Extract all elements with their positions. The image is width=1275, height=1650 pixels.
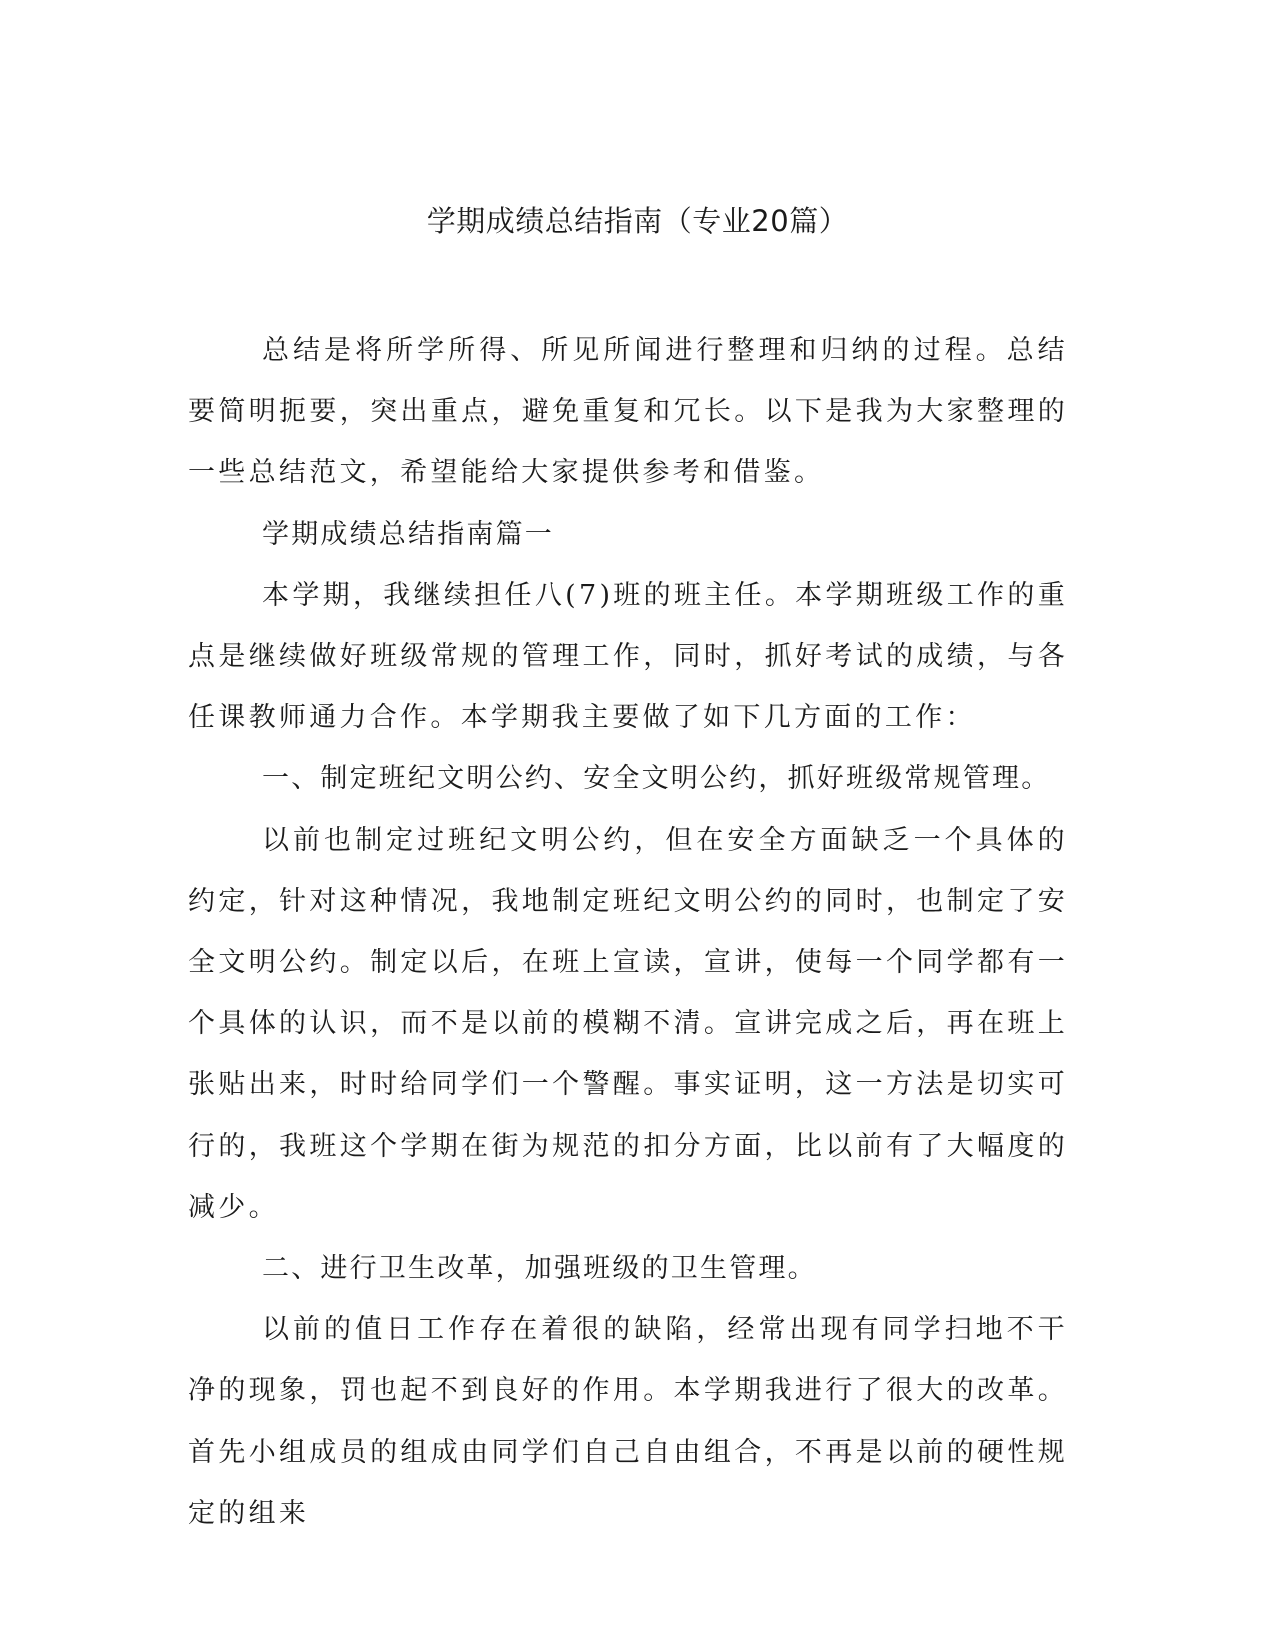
section-heading: 学期成绩总结指南篇一 xyxy=(262,518,554,550)
body-paragraph: 以前的值日工作存在着很的缺陷，经常出现有同学扫地不干净的现象，罚也起不到良好的作用。本学期我进行了很大的改革。首先小组成员的组成由同学们自己自由组合，不再是以前的硬性规定的组来 xyxy=(188,1314,1068,1529)
subsection-heading: 一、制定班纪文明公约、安全文明公约，抓好班级常规管理。 xyxy=(262,763,1051,795)
document-title: 学期成绩总结指南（专业20篇） xyxy=(426,204,849,238)
body-paragraph: 本学期，我继续担任八(7)班的班主任。本学期班级工作的重点是继续做好班级常规的管理工作，同时，抓好考试的成绩，与各任课教师通力合作。本学期我主要做了如下几方面的工作： xyxy=(188,579,1068,734)
document-body xyxy=(188,320,1068,1544)
body-paragraph: 以前也制定过班纪文明公约，但在安全方面缺乏一个具体的约定，针对这种情况，我地制定班纪文明公约的同时，也制定了安全文明公约。制定以后，在班上宣读，宣讲，使每一个同学都有一个具体的认识，而不是以前的模糊不清。宣讲完成之后，再在班上张贴出来，时时给同学们一个警醒。事实证明，这一方法是切实可行的，我班这个学期在街为规范的扣分方面，比以前有了大幅度的减少。 xyxy=(188,824,1068,1223)
subsection-heading: 二、进行卫生改革，加强班级的卫生管理。 xyxy=(262,1253,817,1285)
intro-paragraph: 总结是将所学所得、所见所闻进行整理和归纳的过程。总结要简明扼要，突出重点，避免重复和冗长。以下是我为大家整理的一些总结范文，希望能给大家提供参考和借鉴。 xyxy=(188,335,1068,489)
